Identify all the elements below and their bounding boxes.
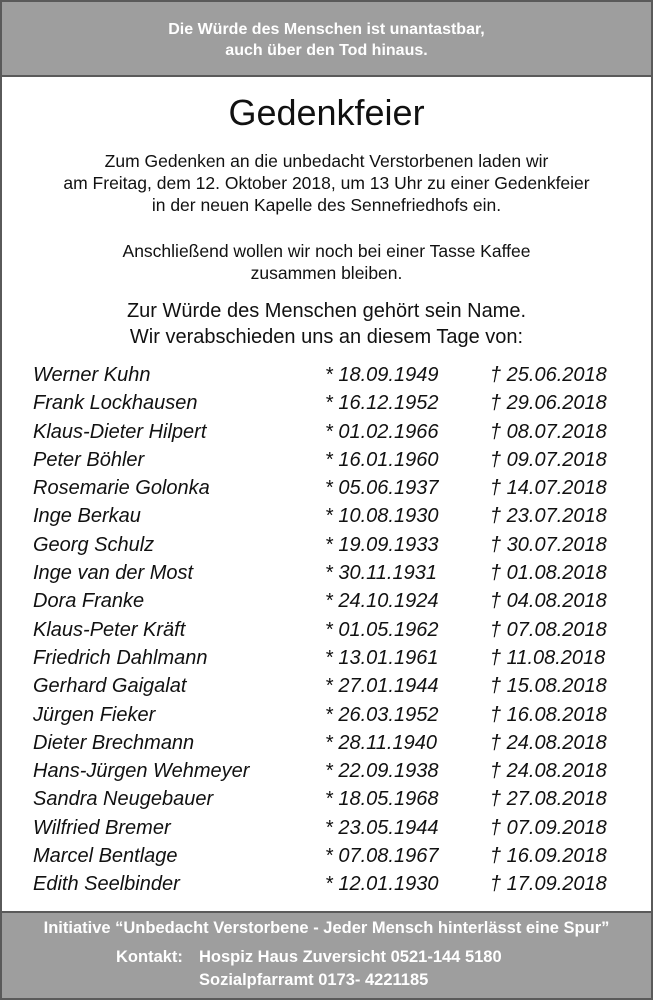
death-date: † 09.07.2018 [490,448,607,471]
birth-date: * 12.01.1930 [325,873,439,896]
coffee-paragraph [0,240,653,284]
list-item [0,587,653,615]
death-date: † 29.06.2018 [490,392,607,415]
death-date: † 15.08.2018 [490,675,607,698]
birth-date: * 13.01.1961 [325,646,439,669]
contact-sozialpfarramt: Sozialpfarramt 0173- 4221185 [199,971,429,989]
intro-line: Zum Gedenken an die unbedacht Verstorbenen laden wir [104,151,549,171]
name: Friedrich Dahlmann [33,646,208,669]
birth-date: * 01.05.1962 [325,618,439,641]
death-date: † 07.08.2018 [490,618,607,641]
death-date: † 16.08.2018 [490,703,607,726]
birth-date: * 30.11.1931 [325,562,437,585]
list-item [0,870,653,898]
name: Dora Franke [33,590,145,613]
death-date: † 01.08.2018 [490,562,607,585]
dignity-line: Zur Würde des Menschen gehört sein Name. [126,300,527,322]
name: Inge van der Most [33,562,194,585]
intro-line: in der neuen Kapelle des Sennefriedhofs ein. [151,195,502,215]
name: Georg Schulz [33,533,155,556]
list-item [0,446,653,474]
name: Marcel Bentlage [33,845,178,868]
name: Hans-Jürgen Wehmeyer [33,760,250,783]
name: Werner Kuhn [33,364,151,386]
initiative-text: Initiative “Unbedacht Verstorbene - Jeder Mensch hinterlässt eine Spur” [43,919,610,937]
birth-date: * 19.09.1933 [325,533,439,556]
birth-date: * 27.01.1944 [325,675,439,698]
death-date: † 11.08.2018 [490,646,606,669]
birth-date: * 10.08.1930 [325,505,439,528]
birth-date: * 28.11.1940 [325,731,437,754]
contact-label: Kontakt: [116,948,183,966]
death-date: † 25.06.2018 [490,364,607,386]
name: Peter Böhler [33,448,145,471]
list-item [0,842,653,870]
header-line-2: auch über den Tod hinaus. [225,42,428,59]
birth-date: * 01.02.1966 [325,420,439,443]
name: Dieter Brechmann [33,731,195,754]
dignity-line: Wir verabschieden uns an diesem Tage von: [129,326,524,348]
death-date: † 04.08.2018 [490,590,607,613]
death-date: † 08.07.2018 [490,420,607,443]
death-date: † 16.09.2018 [490,845,607,868]
name: Wilfried Bremer [33,816,171,839]
birth-date: * 26.03.1952 [325,703,439,726]
birth-date: * 22.09.1938 [325,760,439,783]
list-item [0,785,653,813]
coffee-line: Anschließend wollen wir noch bei einer Tasse Kaffee [122,241,531,261]
name: Klaus-Dieter Hilpert [33,420,207,443]
list-item [0,418,653,446]
birth-date: * 07.08.1967 [325,845,439,868]
list-item [0,729,653,757]
death-date: † 07.09.2018 [490,816,607,839]
death-date: † 24.08.2018 [490,760,607,783]
list-item [0,672,653,700]
birth-date: * 05.06.1937 [325,477,439,500]
name: Sandra Neugebauer [33,788,214,811]
header-band [0,0,653,77]
page-title: Gedenkfeier [228,92,425,133]
name: Klaus-Peter Kräft [33,618,186,641]
coffee-line: zusammen bleiben. [250,263,403,283]
list-item [0,389,653,417]
death-date: † 27.08.2018 [490,788,607,811]
header-line-1: Die Würde des Menschen ist unantastbar, [168,21,485,38]
birth-date: * 16.01.1960 [325,448,439,471]
death-date: † 23.07.2018 [490,505,607,528]
death-date: † 30.07.2018 [490,533,607,556]
death-date: † 17.09.2018 [490,873,607,896]
birth-date: * 23.05.1944 [325,816,439,839]
name: Gerhard Gaigalat [33,675,187,698]
birth-date: * 16.12.1952 [325,392,439,415]
deceased-list [0,361,653,899]
list-item [0,361,653,389]
contact-hospiz: Hospiz Haus Zuversicht 0521-144 5180 [199,948,502,966]
list-item [0,701,653,729]
name: Frank Lockhausen [33,392,198,415]
death-date: † 14.07.2018 [490,477,607,500]
name: Inge Berkau [33,505,141,528]
name: Jürgen Fieker [33,703,156,726]
list-item [0,644,653,672]
list-item [0,502,653,530]
birth-date: * 18.09.1949 [325,364,439,386]
list-item [0,474,653,502]
birth-date: * 18.05.1968 [325,788,439,811]
list-item [0,616,653,644]
name: Rosemarie Golonka [33,477,210,500]
dignity-paragraph [0,298,653,350]
list-item [0,531,653,559]
footer-band [0,911,653,1000]
intro-paragraph [0,150,653,216]
name: Edith Seelbinder [33,873,180,896]
intro-line: am Freitag, dem 12. Oktober 2018, um 13 Uhr zu einer Gedenkfeier [63,173,590,193]
list-item [0,559,653,587]
death-date: † 24.08.2018 [490,731,607,754]
list-item [0,757,653,785]
birth-date: * 24.10.1924 [325,590,439,613]
list-item [0,814,653,842]
